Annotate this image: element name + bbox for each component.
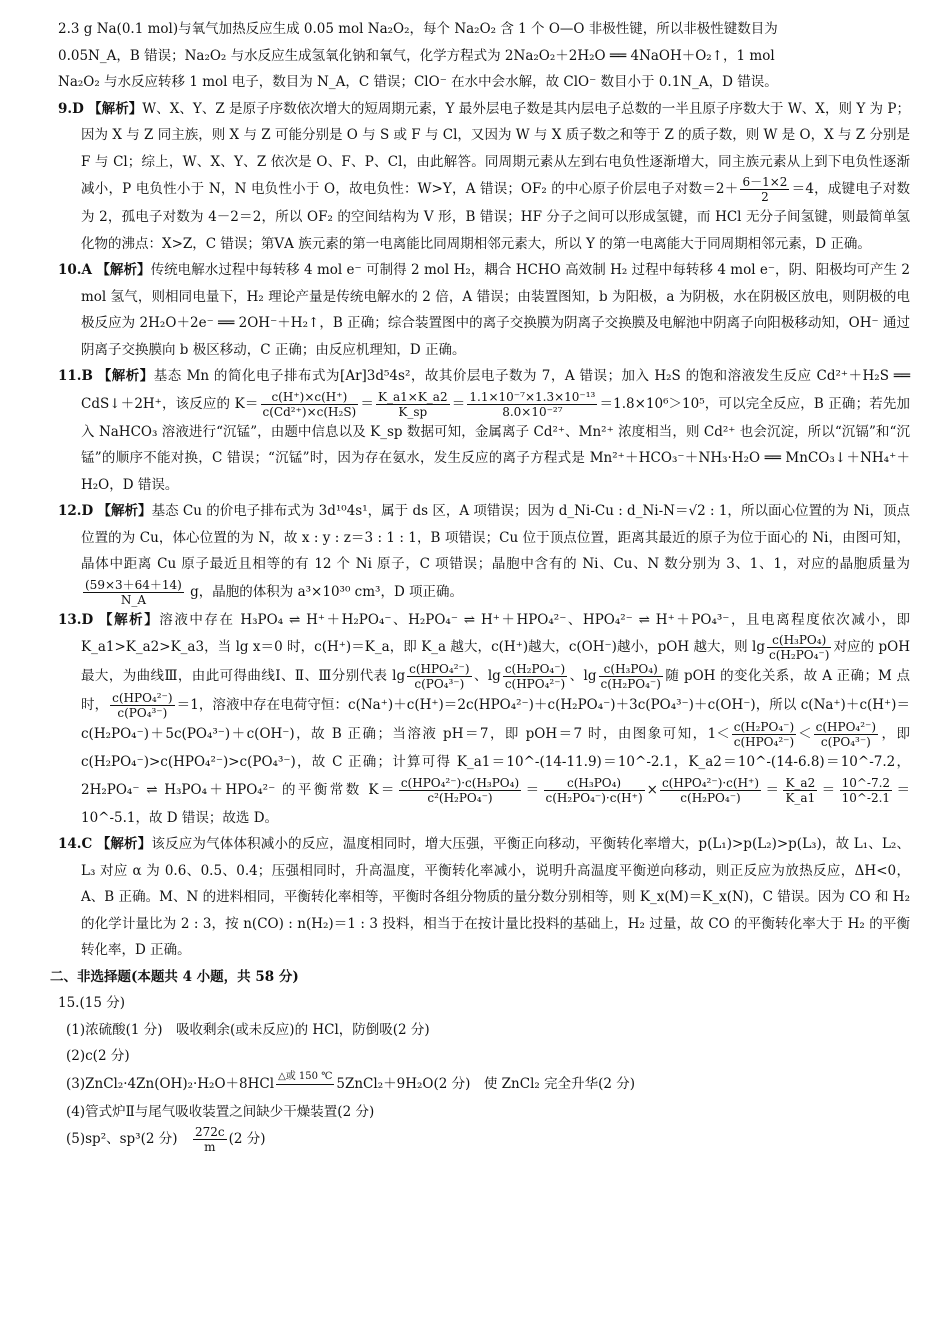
reaction-condition-arrow: △或 150 ℃ — [276, 1070, 334, 1099]
q15-part-5-text: (5)sp²、sp³(2 分) — [66, 1131, 192, 1147]
q12-text-1: 基态 Cu 的价电子排布式为 3d¹⁰4s¹，属于 ds 区，A 项错误；因为 d_Ni-Cu : d_Ni-N＝√2 : 1，所以面心位置的为 Ni，顶点位置的为 Cu，体心位置的为 N，故 x : y : z＝3 : 1 : 1，B 项错误；Cu 位于顶点位置，距离其最近的原子为位于面心的 Ni，由图可知，晶体中距离 Cu 原子最近且相等的有 12 个 Ni 原子，C 项错误；晶胞中含有的 Ni、Cu、N 数分别为 3、1、1，对应的晶胞质量为 — [81, 503, 911, 572]
q15-part-4: (4)管式炉Ⅱ与尾气吸收装置之间缺少干燥装置(2 分) — [66, 1103, 375, 1120]
section-2-heading: 二、非选择题(本题共 4 小题，共 58 分) — [50, 968, 299, 985]
q12-answer — [58, 498, 910, 607]
q13-fraction-a: $\frac{\text{c(H₃PO₄)}}{\text{c(H₂PO₄⁻)}}$ — [769, 633, 830, 662]
q15-part-5 — [66, 1125, 910, 1154]
q11-answer: 11.B 【解析】基态 Mn 的简化电子排布式为[Ar]3d⁵4s²，故其价层电子数为 7，A 错误；加入 H₂S 的饱和溶液发生反应 Cd²⁺＋H₂S ══ CdS↓＋2H⁺，该反应的 K＝ $\frac{c(H^+)\times c(H^+)}{\text{c(Cd²⁺)×c(H₂S)}}$ ＝ $\frac{K\_a1\times K\_a2}{K\_sp}$ ＝ $\frac{\text{1.1×10⁻⁷×1.3×10⁻¹³}}{\text{8.0×10⁻²⁷}}$ ＝1.8×10⁶＞10⁵，可以完全反应，B 正确；若先加入 NaHCO₃ 溶液进行“沉锰”，由题中信息以及 K_sp 数据可知，金属离子 Cd²⁺、Mn²⁺ 浓度相当，则 Cd²⁺ 也会沉淀，所以“沉镉”和“沉锰”的顺序不能对换，C 错误；“沉锰”时，因为存在氨水，发生反应的离子方程式是 Mn²⁺＋HCO₃⁻＋NH₃·H₂O ══ MnCO₃↓＋NH₄⁺＋H₂O，D 错误。 — [58, 368, 911, 493]
q13-text-f: ＝1，溶液中存在电荷守恒：c(Na⁺)＋c(H⁺)＝2c(HPO₄²⁻)＋c(H₂PO₄⁻)＋3c(PO₄³⁻)＋c(OH⁻)，所以 c(Na⁺)＋c(H⁺)＝c(H₂PO₄⁻)＋5c(PO₄³⁻)＋c(OH⁻)，故 B 正确；当溶液 pH＝7，即 pOH＝7 时，由图象可知，1＜ — [81, 697, 911, 742]
q11-fraction-1: $\frac{c(H^+)\times c(H^+)}{\text{c(Cd²⁺)×c(H₂S)}}$ — [262, 389, 357, 419]
q12-number: 12.D — [58, 503, 94, 519]
q13-text-m: ＝10^-5.1，故 D 错误；故选 D。 — [81, 781, 910, 826]
q12-fraction: $\frac{(59\times 3+64+14)}{N\_A}$ — [85, 577, 182, 607]
q13-text-a: 溶液中存在 H₃PO₄ ⇌ H⁺＋H₂PO₄⁻、H₂PO₄⁻ ⇌ H⁺＋HPO₄²⁻、HPO₄²⁻ ⇌ H⁺＋PO₄³⁻，且电离程度依次减小，即 K_a1>K_a2>K_a3，当 lg x＝0 时，c(H⁺)＝K_a，即 K_a 越大，c(H⁺)越大，c(OH⁻)越小，pOH 越大，则 lg — [81, 611, 911, 655]
q10-number: 10.A — [58, 262, 92, 278]
q11-tag: 【解析】 — [97, 368, 154, 384]
q9-tag: 【解析】 — [88, 100, 143, 117]
q8-line-1: 2.3 g Na(0.1 mol)与氧气加热反应生成 0.05 mol Na₂O₂，每个 Na₂O₂ 含 1 个 O—O 非极性键，所以非极性键数目为 — [58, 21, 778, 37]
q15-part-2: (2)c(2 分) — [66, 1048, 130, 1064]
q13-fraction-e: $\frac{\text{c(HPO₄²⁻)}}{\text{c(PO₄³⁻)}}$ — [112, 691, 173, 720]
q9-text-1: W、X、Y、Z 是原子序数依次增大的短周期元素，Y 最外层电子数是其内层电子总数的一半且原子序数大于 W、X，则 Y 为 P；因为 X 与 Z 同主族，则 X 与 Z 可能分别是 O 与 S 或 F 与 Cl，又因为 W 与 X 质子数之和等于 Z 的质子数，则 W 是 O，X 与 Z 分别是 F 与 Cl；综上，W、X、Y、Z 依次是 O、F、P、Cl，由此解答。同周期元素从左到右电负性逐渐增大，同主族元素从上到下电负性逐渐减小，P 电负性小于 N，N 电负性小于 O，故电负性：W>Y，A 错误；OF₂ 的中心原子价层电子对数＝2＋ — [81, 100, 910, 197]
q13-text-d: 、lg — [569, 668, 597, 684]
q13-fraction-k: $\frac{K\_a2}{K\_a1}$ — [785, 775, 816, 805]
q9-fraction: $\frac{6-1\times 2}{2}$ — [742, 175, 788, 204]
q10-answer — [58, 257, 910, 363]
q11-text-2: ＝1.8×10⁶＞10⁵，可以完全反应，B 正确；若先加入 NaHCO₃ 溶液进行“沉锰”，由题中信息以及 K_sp 数据可知，金属离子 Cd²⁺、Mn²⁺ 浓度相当，则 Cd²⁺ 也会沉淀，所以“沉镉”和“沉锰”的顺序不能对换，C 错误；“沉锰”时，因为存在氨水，发生反应的离子方程式是 Mn²⁺＋HCO₃⁻＋NH₃·H₂O ══ MnCO₃↓＋NH₄⁺＋H₂O，D 错误。 — [81, 395, 911, 493]
q12-text-2: g，晶胞的体积为 a³×10³⁰ cm³，D 项正确。 — [185, 583, 464, 600]
q13-fraction-g: $\frac{\text{c(HPO₄²⁻)}}{\text{c(PO₄³⁻)}}$ — [815, 720, 877, 749]
q11-fraction-3: $\frac{\text{1.1×10⁻⁷×1.3×10⁻¹³}}{\text{8.0×10⁻²⁷}}$ — [469, 389, 596, 419]
q13-fraction-f: $\frac{\text{c(H₂PO₄⁻)}}{\text{c(HPO₄²⁻)}}$ — [733, 720, 795, 749]
q12-tag: 【解析】 — [97, 503, 152, 519]
q13-fraction-h: $\frac{\text{c(HPO₄²⁻)·c(H₃PO₄)}}{\text{c²(H₂PO₄⁻)}}$ — [400, 775, 520, 805]
q8-line-2: 0.05N_A，B 错误；Na₂O₂ 与水反应生成氢氧化钠和氧气，化学方程式为 2Na₂O₂＋2H₂O ══ 4NaOH＋O₂↑，1 mol — [58, 47, 775, 64]
q13-fraction-b: $\frac{\text{c(HPO₄²⁻)}}{\text{c(PO₄³⁻)}}$ — [409, 662, 470, 691]
q13-text-j: × — [646, 781, 658, 798]
q13-answer — [58, 607, 910, 832]
q13-fraction-l: $\frac{10\^{}-7.2}{10\^{}-2.1}$ — [841, 775, 891, 805]
q15-part-3-products: 5ZnCl₂＋9H₂O(2 分) 使 ZnCl₂ 完全升华(2 分) — [336, 1075, 635, 1092]
q9-text-2: ＝4，成键电子对数为 2，孤电子对数为 4－2＝2，所以 OF₂ 的空间结构为 V 形，B 错误；HF 分子之间可以形成氢键，而 HCl 无分子间氢键，则最简单氢化物的沸点：X>Z，C 错误；第ⅤA 族元素的第一电离能比同周期相邻元素大，所以 Y 的第一电离能大于同周期相邻元素，D 正确。 — [81, 181, 910, 252]
q14-number: 14.C — [58, 836, 93, 852]
q13-fraction-j: $\frac{\text{c(HPO₄²⁻)·c(H⁺)}}{\text{c(H₂PO₄⁻)}}$ — [661, 775, 760, 805]
q13-fraction-i: $\frac{\text{c(H₃PO₄)}}{\text{c(H₂PO₄⁻)·c(H⁺)}}$ — [545, 775, 643, 805]
q13-text-b: 对应的 pOH 最大，为曲线Ⅲ，由此可得曲线Ⅰ、Ⅱ、Ⅲ分别代表 lg — [81, 639, 911, 684]
q8-line-3: Na₂O₂ 与水反应转移 1 mol 电子，数目为 N_A，C 错误；ClO⁻ 在水中会水解，故 ClO⁻ 数目小于 0.1N_A，D 错误。 — [58, 74, 778, 90]
q11-number: 11.B — [58, 368, 93, 384]
q15-part-5-fraction: $\frac{272c}{m}$ — [195, 1125, 225, 1154]
q14-tag: 【解析】 — [96, 836, 152, 852]
q13-fraction-c: $\frac{\text{c(H₂PO₄⁻)}}{\text{c(HPO₄²⁻)}}$ — [504, 662, 566, 691]
q13-text-e: 随 pOH 的变化关系，故 A 正确；M 点时， — [81, 668, 910, 713]
q13-text-c: 、lg — [473, 668, 501, 684]
q15-part-1: (1)浓硫酸(1 分) 吸收剩余(或未反应)的 HCl，防倒吸(2 分) — [66, 1021, 430, 1038]
q14-answer — [58, 831, 910, 964]
q10-text: 传统电解水过程中每转移 4 mol e⁻ 可制得 2 mol H₂，耦合 HCHO 高效制 H₂ 过程中每转移 4 mol e⁻，阴、阳极均可产生 2 mol 氢气，则相同电量下，H₂ 理论产量是传统电解水的 2 倍，A 错误；由装置图知，b 为阳极，a 为阴极，水在阴极区放电，则阴极的电极反应为 2H₂O＋2e⁻ ══ 2OH⁻＋H₂↑，B 正确；综合装置图中的离子交换膜为阴离子交换膜及电解池中阴离子向阳极移动知，OH⁻ 通过阴离子交换膜向 b 极区移动，C 正确；由反应机理知，D 正确。 — [81, 262, 911, 358]
q13-text-h: ，即 c(H₂PO₄⁻)>c(HPO₄²⁻)>c(PO₄³⁻)，故 C 正确；计算可得 K_a1＝10^-(14-11.9)＝10^-2.1，K_a2＝10^-(14-6.8)＝10^-7.2，2H₂PO₄⁻ ⇌ H₃PO₄＋HPO₄²⁻ 的平衡常数 K＝ — [81, 726, 911, 798]
q8-tail — [58, 16, 910, 96]
q13-number: 13.D — [58, 611, 94, 628]
q11-fraction-2: $\frac{K\_a1\times K\_a2}{K\_sp}$ — [378, 389, 448, 419]
q15-part-3-reactants: (3)ZnCl₂·4Zn(OH)₂·H₂O＋8HCl — [66, 1075, 275, 1092]
q11-text-1: 基态 Mn 的简化电子排布式为[Ar]3d⁵4s²，故其价层电子数为 7，A 错误；加入 H₂S 的饱和溶液发生反应 Cd²⁺＋H₂S ══ CdS↓＋2H⁺，该反应的 K＝ — [81, 368, 911, 412]
q9-number: 9.D — [58, 100, 84, 117]
q10-tag: 【解析】 — [96, 262, 151, 278]
q13-tag: 【解析】 — [99, 611, 160, 628]
q15-part-3 — [66, 1070, 910, 1099]
q14-text: 该反应为气体体积减小的反应，温度相同时，增大压强，平衡正向移动，平衡转化率增大，p(L₁)>p(L₂)>p(L₃)，故 L₁、L₂、L₃ 对应 α 为 0.6、0.5、0.4；压强相同时，升高温度，平衡转化率减小，说明升高温度平衡逆向移动，则正反应为放热反应，ΔH<0，A、B 正确。M、N 的进料相同，平衡转化率相等，平衡时各组分物质的量分数分别相等，则 K_x(M)＝K_x(N)，C 错误。因为 CO 和 H₂ 的化学计量比为 2 : 3，按 n(CO) : n(H₂)＝1 : 3 投料，相当于在按计量比投料的基础上，H₂ 过量，故 CO 的平衡转化率大于 H₂ 的平衡转化率，D 正确。 — [81, 836, 910, 958]
q15-header: 15.(15 分) — [58, 995, 125, 1011]
q13-text-g: ＜ — [798, 726, 812, 742]
q13-fraction-d: $\frac{\text{c(H₃PO₄)}}{\text{c(H₂PO₄⁻)}}$ — [600, 662, 661, 691]
q9-answer — [58, 96, 910, 258]
q13-text-l: ＝ — [819, 781, 838, 798]
q13-text-k: ＝ — [763, 781, 782, 798]
q15-part-5-score: (2 分) — [228, 1131, 266, 1147]
q13-text-i: ＝ — [523, 781, 542, 798]
